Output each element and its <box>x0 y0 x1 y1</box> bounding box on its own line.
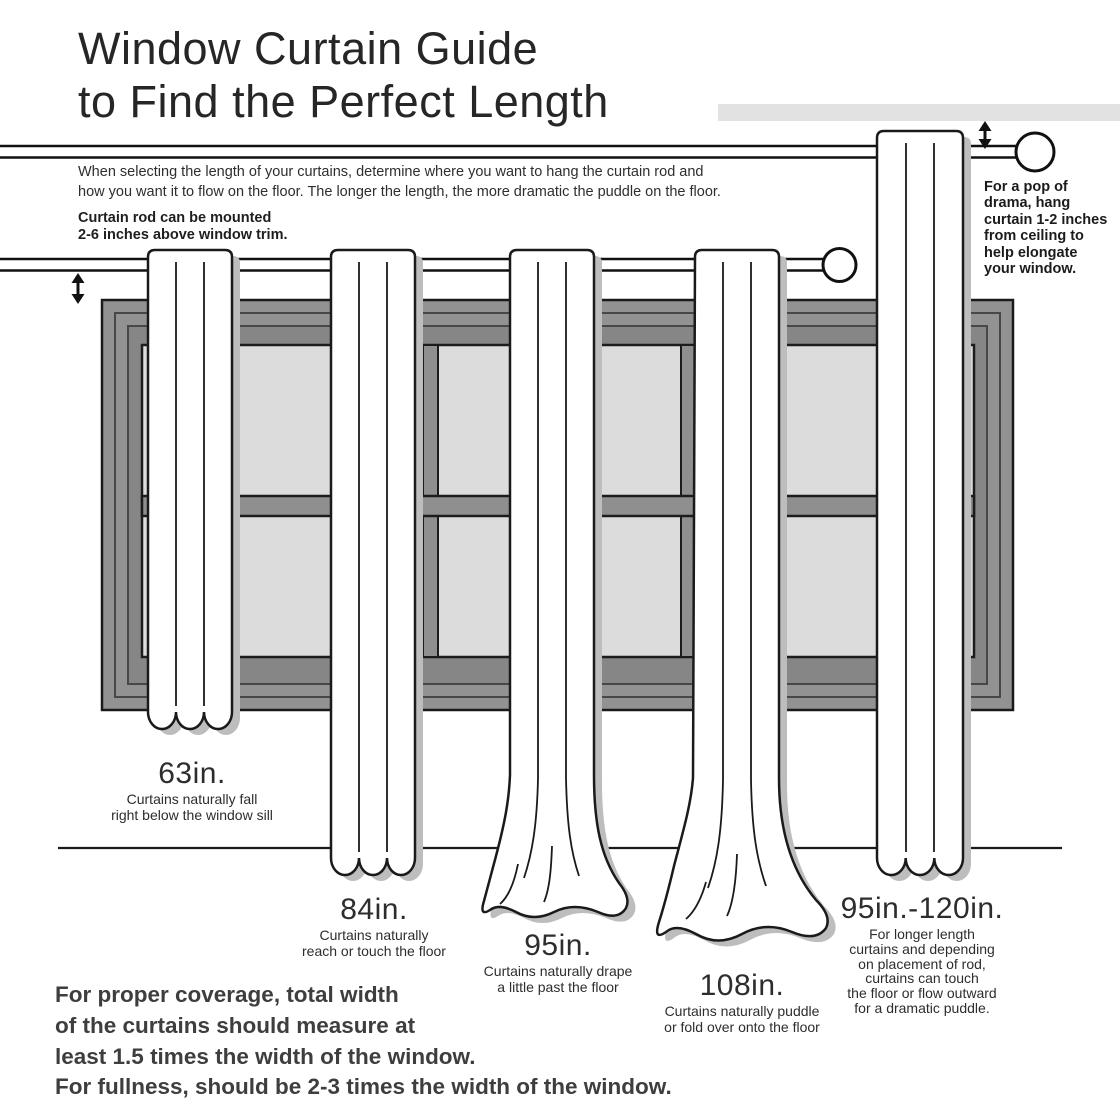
ceiling-bar <box>718 104 1120 121</box>
ceiling-hang-note-line: curtain 1-2 inches <box>984 211 1108 228</box>
curtain-label-108in <box>642 970 842 1035</box>
length-description: For longer length curtains and depending on placement of rod, curtains can touch the floor or flow outward for a dramatic puddle. <box>847 926 997 1016</box>
curtain-panel-84in <box>331 250 423 881</box>
curtain-panel-95-120in <box>877 131 971 881</box>
length-description: Curtains naturally fall right below the window sill <box>111 791 273 823</box>
intro-text <box>78 163 721 202</box>
ceiling-hang-note-line: help elongate <box>984 244 1078 261</box>
ceiling-hang-note-line: drama, hang <box>984 195 1071 212</box>
rod-finial-icon <box>823 249 856 282</box>
length-value: 95in.-120in. <box>840 892 1004 925</box>
length-description: Curtains naturally puddle or fold over onto the floor <box>664 1003 820 1035</box>
length-value: 84in. <box>340 893 408 926</box>
coverage-note <box>55 980 672 1103</box>
page-title <box>78 22 609 128</box>
coverage-note-line: of the curtains should measure at <box>55 1012 416 1038</box>
rod-mount-note-line: 2-6 inches above window trim. <box>78 226 288 243</box>
curtain-label-95-120in <box>822 893 1022 1016</box>
up-down-arrow-icon <box>72 273 85 304</box>
page-title-line: Window Curtain Guide <box>78 23 539 74</box>
rod-mount-note-line: Curtain rod can be mounted <box>78 210 272 226</box>
rod-mount-note <box>78 210 288 243</box>
length-description: Curtains naturally drape a little past the floor <box>483 963 633 995</box>
curtain-label-63in <box>92 758 292 823</box>
ceiling-hang-note-line: For a pop of <box>984 179 1068 195</box>
length-value: 63in. <box>158 757 226 790</box>
length-value: 108in. <box>699 969 785 1002</box>
ceiling-hang-note <box>984 179 1107 277</box>
coverage-note-line: For fullness, should be 2-3 times the width of the window. <box>55 1074 672 1100</box>
page-title-line: to Find the Perfect Length <box>78 76 609 127</box>
intro-line: When selecting the length of your curtains, determine where you want to hang the curtain rod and <box>78 164 704 180</box>
length-description: Curtains naturally reach or touch the floor <box>302 927 446 959</box>
rod-finial-icon <box>1016 133 1054 171</box>
curtain-panel-63in <box>148 250 240 735</box>
coverage-note-line: least 1.5 times the width of the window. <box>55 1043 476 1069</box>
ceiling-hang-note-line: from ceiling to <box>984 228 1084 245</box>
curtain-label-84in <box>274 894 474 959</box>
coverage-note-line: For proper coverage, total width <box>55 982 399 1007</box>
length-value: 95in. <box>524 929 592 962</box>
ceiling-hang-note-line: your window. <box>984 261 1077 278</box>
intro-line: how you want it to flow on the floor. The longer the length, the more dramatic the puddle on the floor. <box>78 183 721 200</box>
